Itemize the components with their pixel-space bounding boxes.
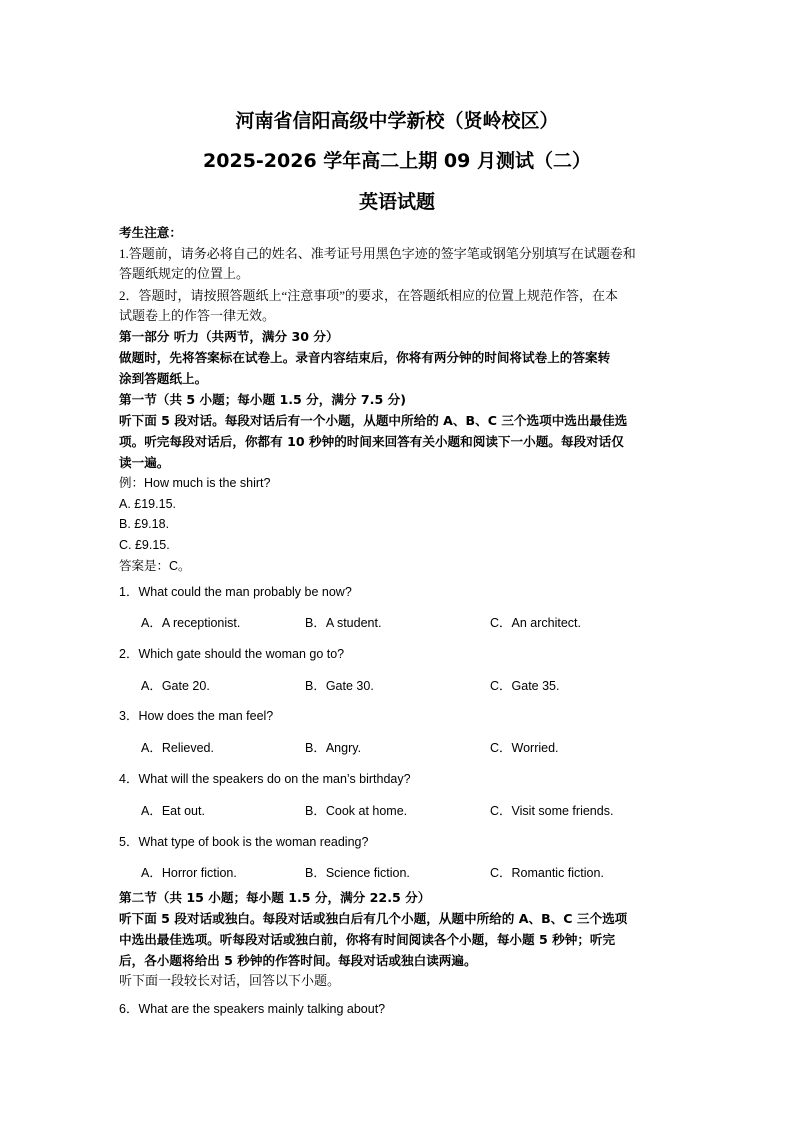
notice-item1-line1: 1.答题前，请务必将自己的姓名、准考证号用黑色字迹的签字笔或钢笔分别填写在试题卷和 <box>119 246 636 261</box>
question-stem: 1．What could the man probably be now? <box>119 585 352 599</box>
example-question: 例：How much is the shirt? <box>119 476 271 490</box>
section2-instruction-line2: 中选出最佳选项。听每段对话或独白前，你将有时间阅读各个小题，每小题 5 秒钟；听完 <box>119 932 616 947</box>
option-a: A．Horror fiction. <box>141 866 237 880</box>
option-c: C．Visit some friends. <box>490 804 614 818</box>
option-c: C．Worried. <box>490 741 559 755</box>
part1-instruction-line1: 做题时，先将答案标在试卷上。录音内容结束后，你将有两分钟的时间将试卷上的答案转 <box>119 350 611 365</box>
question-stem: 6．What are the speakers mainly talking about? <box>119 1002 386 1016</box>
part1-heading: 第一部分 听力（共两节，满分 30 分） <box>119 329 339 344</box>
notice-item2-line1: 2．答题时，请按照答题纸上“注意事项”的要求，在答题纸相应的位置上规范作答，在本 <box>119 288 619 303</box>
option-c: C．Gate 35. <box>490 679 560 693</box>
section1-heading: 第一节（共 5 小题；每小题 1.5 分，满分 7.5 分) <box>119 392 406 407</box>
option-a: A．A receptionist. <box>141 616 241 630</box>
example-answer: 答案是：C。 <box>119 559 191 573</box>
question-stem: 5．What type of book is the woman reading? <box>119 835 369 849</box>
section1-instruction-line1: 听下面 5 段对话。每段对话后有一个小题，从题中所给的 A、B、C 三个选项中选出最佳选 <box>119 413 628 428</box>
option-b: B．Cook at home. <box>305 804 408 818</box>
section2-lead: 听下面一段较长对话，回答以下小题。 <box>119 973 341 988</box>
question-stem: 2．Which gate should the woman go to? <box>119 647 345 661</box>
option-b: B．Science fiction. <box>305 866 410 880</box>
question-stem: 3．How does the man feel? <box>119 709 274 723</box>
example-option-b: B. £9.18. <box>119 517 170 531</box>
example-option-a: A. £19.15. <box>119 497 176 511</box>
option-a: A．Eat out. <box>141 804 205 818</box>
option-b: B．Angry. <box>305 741 362 755</box>
option-b: B．A student. <box>305 616 382 630</box>
notice-item2-line2: 试题卷上的作答一律无效。 <box>119 308 276 323</box>
subject-title: 英语试题 <box>358 191 435 213</box>
question-stem: 4．What will the speakers do on the man’s birthday? <box>119 772 411 786</box>
part1-instruction-line2: 涂到答题纸上。 <box>119 371 208 386</box>
example-option-c: C. £9.15. <box>119 538 170 552</box>
section2-instruction-line3: 后，各小题将给出 5 秒钟的作答时间。每段对话或独白读两遍。 <box>119 953 477 968</box>
notice-item1-line2: 答题纸规定的位置上。 <box>119 266 250 281</box>
exam-title: 2025-2026 学年高二上期 09 月测试（二） <box>203 150 591 172</box>
notice-heading: 考生注意： <box>119 225 182 240</box>
section1-instruction-line3: 读一遍。 <box>119 455 170 470</box>
option-a: A．Relieved. <box>141 741 214 755</box>
option-c: C．An architect. <box>490 616 582 630</box>
section1-instruction-line2: 项。听完每段对话后，你都有 10 秒钟的时间来回答有关小题和阅读下一小题。每段对话仅 <box>119 434 624 449</box>
option-a: A．Gate 20. <box>141 679 210 693</box>
school-title: 河南省信阳高级中学新校（贤岭校区） <box>235 110 559 132</box>
option-b: B．Gate 30. <box>305 679 374 693</box>
section2-instruction-line1: 听下面 5 段对话或独白。每段对话或独白后有几个小题，从题中所给的 A、B、C 三个选项 <box>119 911 628 926</box>
section2-heading: 第二节（共 15 小题；每小题 1.5 分，满分 22.5 分） <box>119 890 431 905</box>
option-c: C．Romantic fiction. <box>490 866 604 880</box>
